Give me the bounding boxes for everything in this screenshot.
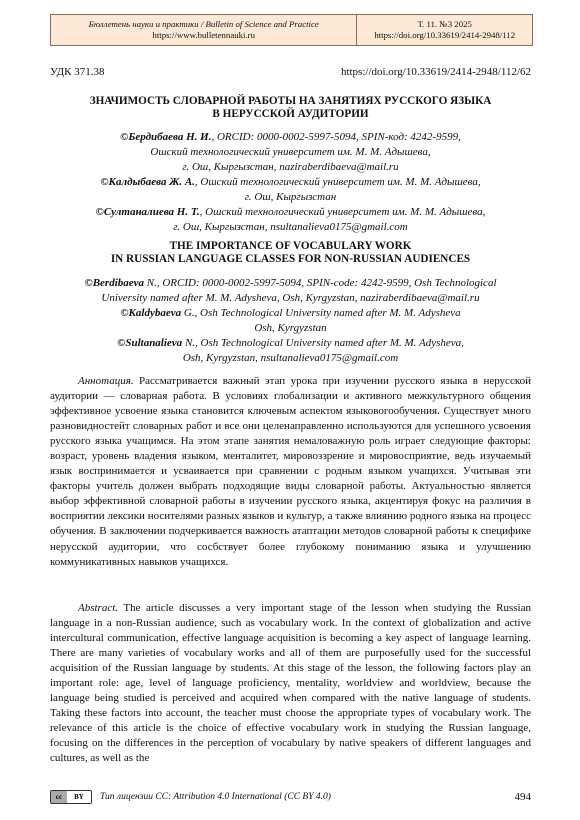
journal-header (50, 14, 533, 46)
title-en-line-1: THE IMPORTANCE OF VOCABULARY WORK (169, 240, 412, 252)
page-number: 494 (514, 791, 531, 803)
author-ru-2-line: ©Калдыбаева Ж. А., Ошский технологический университет им. М. М. Адышева, (100, 176, 481, 188)
author-ru-2-location: г. Ош, Кыргызстан (244, 191, 337, 203)
license-text: Тип лицензии CC: Attribution 4.0 International (CC BY 4.0) (100, 792, 331, 802)
udk-code: УДК 371.38 (50, 66, 105, 78)
title-russian (60, 95, 521, 121)
journal-url[interactable]: https://www.bulletennauki.ru (152, 30, 255, 40)
author-en-2-name: ©Kaldybaeva (120, 307, 182, 319)
cc-by-license-icon[interactable] (50, 790, 92, 804)
author-ru-1-name: ©Бердибаева Н. И. (120, 131, 212, 143)
article-doi-link[interactable]: https://doi.org/10.33619/2414-2948/112/62 (340, 66, 531, 78)
abstract-ru-label: Аннотация. (78, 375, 134, 387)
author-en-3-location: Osh, Kyrgyzstan, nsultanalieva0175@gmail.com (182, 352, 399, 364)
journal-info (51, 15, 356, 45)
abstract-en-text: The article discusses a very important stage of the lesson when studying the Russian language in a non-Russian audience, such as vocabulary work. In the context of globalization and active intercultural communication, effective language acquisition is becoming a key aspect of language learning. There are many varieties of vocabulary works and all of them are purposefully used for the successful acquisition of the Russian language by students. At this stage of the lesson, the following factors play an important role: age, level of language proficiency, mentality, worldview and worldview, because the language being studied is perceived and acquired when compared with the native language of students. Taking these factors into account, the teacher must choose the appropriate types of vocabulary work. The relevance of this article is the choice of effective vocabulary work in studying the Russian language, focusing on the differences in the perception of vocabulary by native speakers of different languages and cultures, as well as the (50, 602, 531, 765)
journal-name: Бюллетень науки и практики / Bulletin of Science and Practice (88, 19, 319, 29)
authors-russian (60, 130, 521, 235)
author-en-1-name: ©Berdibaeva (84, 277, 145, 289)
issue-info (356, 15, 532, 45)
author-ru-3-name: ©Султаналиева Н. Т. (95, 206, 200, 218)
udk-doi-line (50, 66, 531, 78)
by-icon: BY (67, 791, 91, 803)
author-en-3-line: ©Sultanalieva N., Osh Technological University named after M. M. Adysheva, (117, 337, 464, 349)
author-en-2-line: ©Kaldybaeva G., Osh Technological University named after M. M. Adysheva (120, 307, 461, 319)
abstract-ru-text: Рассматривается важный этап урока при изучении русского языка в нерусской аудитории — словарная работа. В условиях глобализации и активного межкультурного общения эффективное усвоение языка становится ключевым аспектом языковогообучения. Существует много разновидностейт словарных работ и все они целенаправленно используются для успешного усвоения русского языка учащимся. На этом этапе занятия немаловажную роль играет следующие факторы: возраст, уровень владения языком, менталитет, мировоззрение и мировосприятие, ведь изучаемый язык воспринимается и усваивается при сравнении с родным языком учащихся. Учитывая эти факторы учитель должен выбрать подходящие виды словарной работы. Актуальностью является выбор эффективной словарной работы в изучении русского языка, акцентируя фокус на различия в восприятии лексики носителями разных языков и культур, а также влиянию родного языка на процесс обучения. В заключении подчеркивается важность атаптации методов словарной работы к специфике нерусской аудитории, что сосбствует более глубокому пониманию языка и улучшению коммуникативных навыков учащихся. (50, 375, 531, 568)
author-ru-1-location: г. Ош, Кыргызстан, naziraberdibaeva@mail.ru (182, 161, 399, 173)
cc-icon: cc (51, 791, 67, 803)
author-ru-2-name: ©Калдыбаева Ж. А. (100, 176, 195, 188)
author-en-3-name: ©Sultanalieva (117, 337, 183, 349)
title-ru-line-1: ЗНАЧИМОСТЬ СЛОВАРНОЙ РАБОТЫ НА ЗАНЯТИЯХ РУССКОГО ЯЗЫКА (89, 95, 492, 107)
journal-doi[interactable]: https://doi.org/10.33619/2414-2948/112 (374, 30, 516, 40)
author-ru-1-line: ©Бердибаева Н. И., ORCID: 0000-0002-5997-5094, SPIN-код: 4242-9599, (120, 131, 461, 143)
author-ru-3-line: ©Султаналиева Н. Т., Ошский технологический университет им. М. М. Адышева, (95, 206, 486, 218)
authors-english (60, 276, 521, 366)
author-en-2-location: Osh, Kyrgyzstan (254, 322, 327, 334)
abstract-english (50, 601, 531, 767)
page-footer (50, 788, 531, 806)
abstract-russian (50, 374, 531, 570)
title-ru-line-2: В НЕРУССКОЙ АУДИТОРИИ (212, 108, 369, 120)
author-ru-1-affiliation: Ошский технологический университет им. М. М. Адышева, (150, 146, 431, 158)
author-en-1-line: ©Berdibaeva N., ORCID: 0000-0002-5997-5094, SPIN-code: 4242-9599, Osh Technological (84, 277, 497, 289)
author-ru-3-location: г. Ош, Кыргызстан, nsultanalieva0175@gmail.com (173, 221, 408, 233)
volume-issue: Т. 11. №3 2025 (417, 19, 472, 29)
title-en-line-2: IN RUSSIAN LANGUAGE CLASSES FOR NON-RUSSIAN AUDIENCES (110, 253, 471, 265)
title-english (60, 240, 521, 266)
abstract-en-label: Abstract. (78, 602, 119, 614)
author-en-1-affiliation: University named after M. M. Adysheva, Osh, Kyrgyzstan, naziraberdibaeva@mail.ru (101, 292, 480, 304)
